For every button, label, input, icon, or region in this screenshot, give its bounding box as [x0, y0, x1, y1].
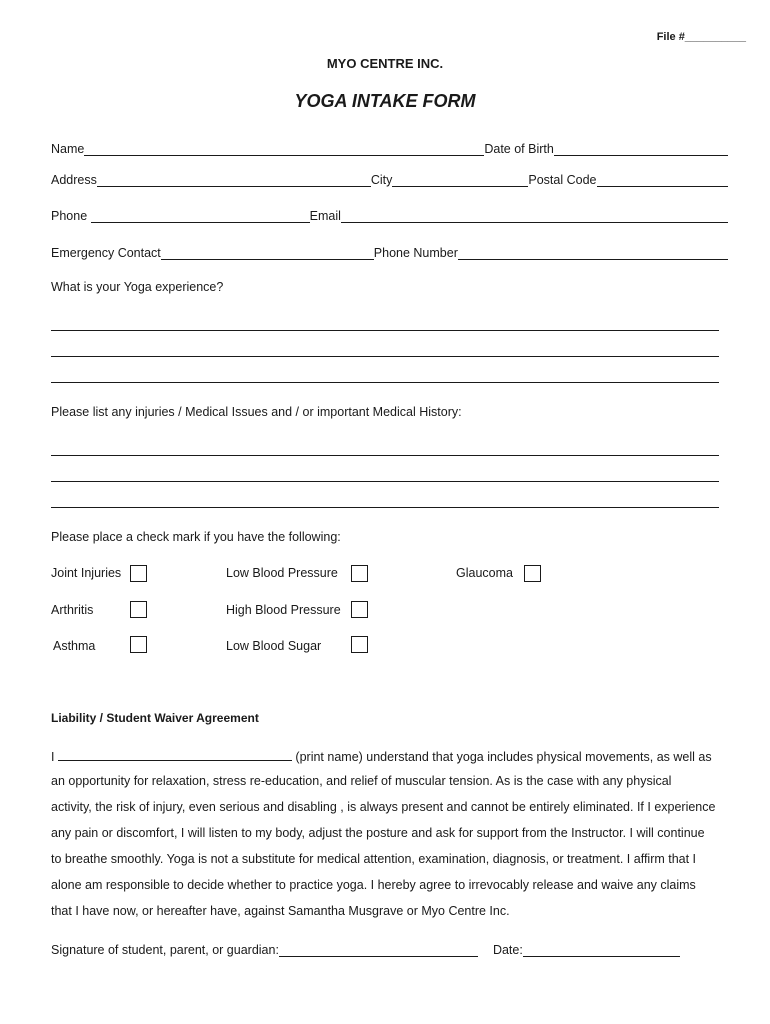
signature-field[interactable] — [279, 944, 478, 957]
waiver-title: Liability / Student Waiver Agreement — [51, 711, 259, 725]
joint-injuries-checkbox[interactable] — [130, 565, 147, 582]
waiver-line-1 — [51, 748, 712, 764]
signature-row — [51, 941, 680, 957]
address-field[interactable] — [97, 174, 371, 187]
waiver-line-4: any pain or discomfort, I will listen to my body, adjust the posture and ask for support from the Instructor. I will continue — [51, 826, 705, 840]
injuries-line-1[interactable] — [51, 455, 719, 456]
high-blood-pressure-checkbox[interactable] — [351, 601, 368, 618]
high-blood-pressure-label: High Blood Pressure — [226, 603, 341, 617]
signature-label: Signature of student, parent, or guardian: — [51, 943, 279, 957]
experience-question: What is your Yoga experience? — [51, 280, 224, 294]
name-label: Name — [51, 142, 85, 156]
dob-field[interactable] — [554, 143, 728, 156]
city-field[interactable] — [392, 174, 528, 187]
waiver-line-7: that I have now, or hereafter have, against Samantha Musgrave or Myo Centre Inc. — [51, 904, 510, 918]
asthma-label: Asthma — [53, 639, 96, 653]
file-number: File #__________ — [656, 31, 746, 43]
waiver-i: I — [51, 750, 58, 764]
glaucoma-label: Glaucoma — [456, 566, 513, 580]
low-blood-pressure-checkbox[interactable] — [351, 565, 368, 582]
waiver-line-2: an opportunity for relaxation, stress re-education, and relief of muscular tension. As is the case with any physical — [51, 774, 672, 788]
emergency-field[interactable] — [161, 247, 374, 260]
waiver-line-1-text: (print name) understand that yoga includes physical movements, as well as — [291, 750, 712, 764]
waiver-line-5: to breathe smoothly. Yoga is not a substitute for medical attention, examination, diagnosis, or treatment. I affirm that I — [51, 852, 697, 866]
phone-row — [51, 207, 728, 223]
experience-line-3[interactable] — [51, 382, 719, 383]
city-label: City — [370, 173, 393, 187]
low-blood-sugar-checkbox[interactable] — [351, 636, 368, 653]
phone-field[interactable] — [91, 210, 310, 223]
email-field[interactable] — [341, 210, 728, 223]
emergency-row — [51, 244, 728, 260]
injuries-line-2[interactable] — [51, 481, 719, 482]
emergency-label: Emergency Contact — [51, 246, 161, 260]
email-label: Email — [309, 209, 341, 223]
name-field[interactable] — [84, 143, 484, 156]
experience-line-2[interactable] — [51, 356, 719, 357]
experience-line-1[interactable] — [51, 330, 719, 331]
postal-label: Postal Code — [528, 173, 597, 187]
joint-injuries-label: Joint Injuries — [51, 566, 122, 580]
name-row — [51, 140, 728, 156]
date-label: Date: — [492, 943, 523, 957]
glaucoma-checkbox[interactable] — [524, 565, 541, 582]
checklist-question: Please place a check mark if you have the following: — [51, 530, 341, 544]
dob-label: Date of Birth — [484, 142, 554, 156]
address-label: Address — [51, 173, 97, 187]
print-name-field[interactable] — [58, 748, 292, 761]
arthritis-checkbox[interactable] — [130, 601, 147, 618]
low-blood-sugar-label: Low Blood Sugar — [226, 639, 322, 653]
waiver-line-3: activity, the risk of injury, even serious and disabling , is always present and cannot be entirely eliminated. If I experience — [51, 800, 716, 814]
phone-number-label: Phone Number — [373, 246, 458, 260]
injuries-question: Please list any injuries / Medical Issues and / or important Medical History: — [51, 405, 462, 419]
date-field[interactable] — [523, 944, 680, 957]
company-name: MYO CENTRE INC. — [326, 56, 444, 71]
phone-label: Phone — [51, 209, 91, 223]
postal-field[interactable] — [597, 174, 729, 187]
waiver-line-6: alone am responsible to decide whether to practice yoga. I hereby agree to irrevocably release and waive any claims — [51, 878, 696, 892]
address-row — [51, 171, 728, 187]
arthritis-label: Arthritis — [51, 603, 94, 617]
phone-number-field[interactable] — [458, 247, 728, 260]
asthma-checkbox[interactable] — [130, 636, 147, 653]
low-blood-pressure-label: Low Blood Pressure — [226, 566, 338, 580]
injuries-line-3[interactable] — [51, 507, 719, 508]
page-title: YOGA INTAKE FORM — [294, 91, 476, 111]
